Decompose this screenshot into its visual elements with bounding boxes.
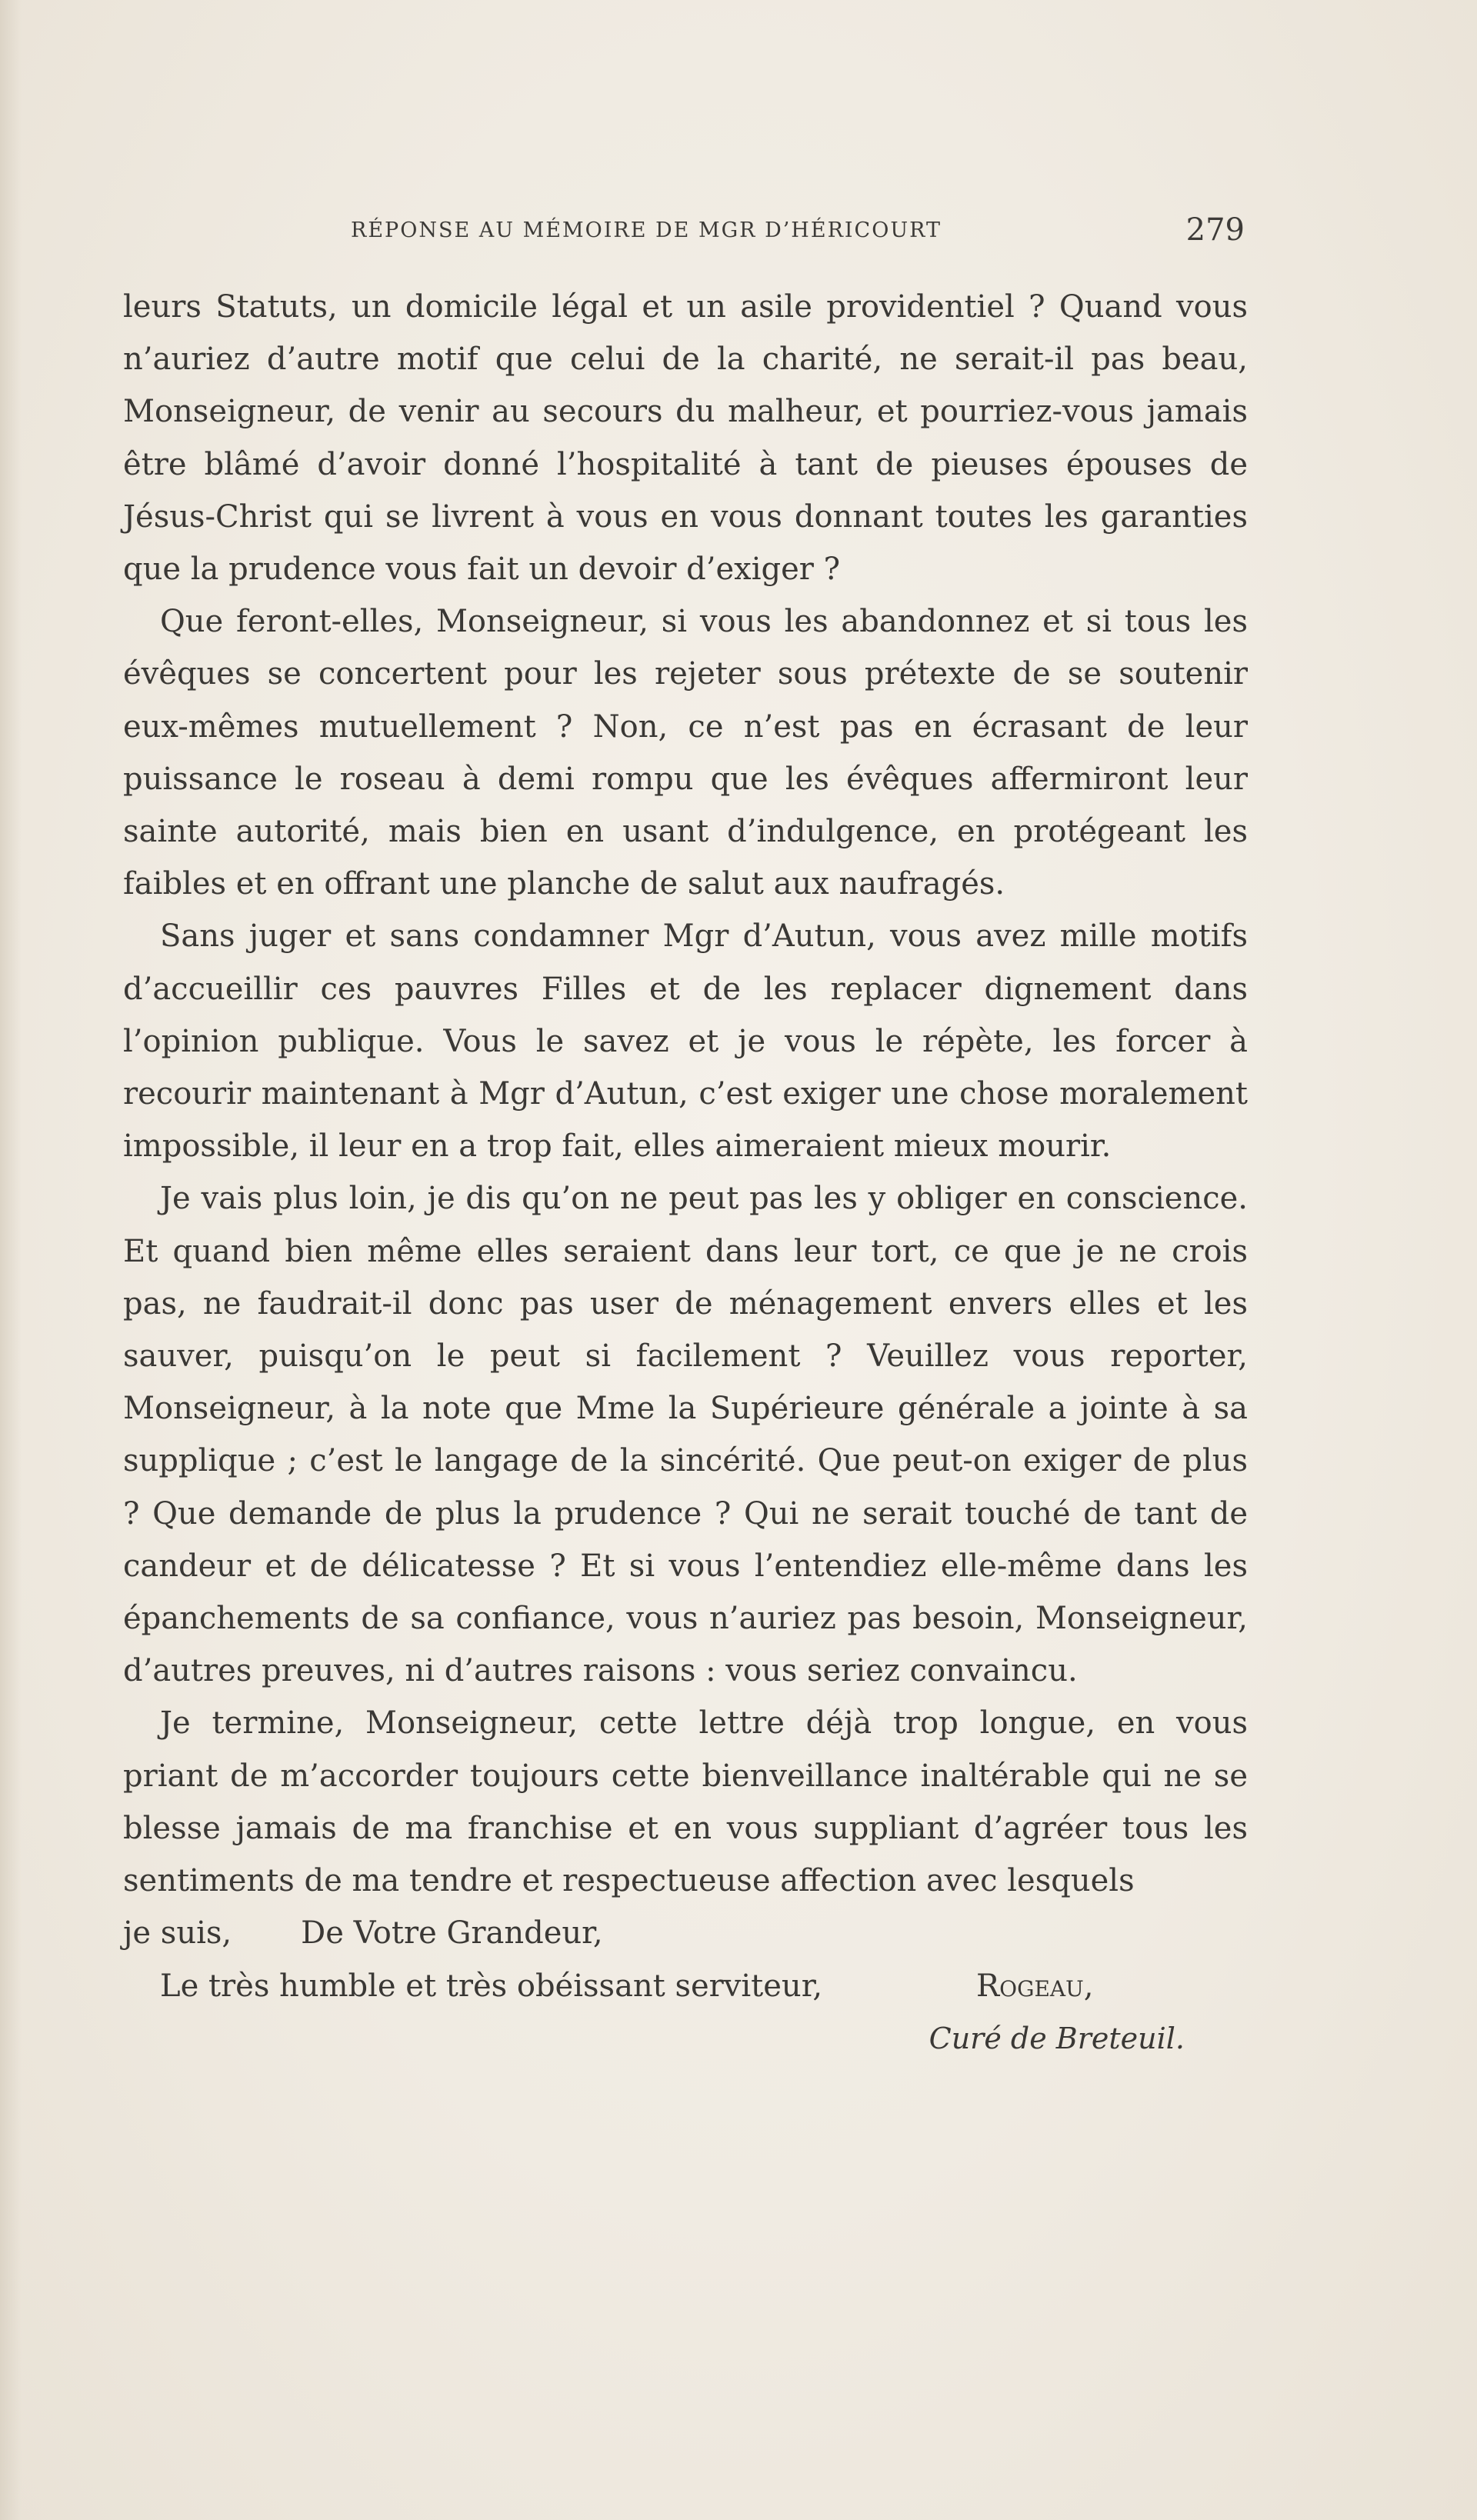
page-header: [123, 212, 1245, 257]
signature-line: [123, 1960, 1248, 2012]
running-head: RÉPONSE AU MÉMOIRE DE MGR D’HÉRICOURT: [351, 218, 942, 242]
page-gutter-shadow: [0, 0, 22, 2520]
signature-title: Curé de Breteuil.: [929, 2021, 1185, 2055]
paragraph-2: Que feront-elles, Monseigneur, si vous les abandonnez et si tous les évêques se concertent pour les rejeter sous prétexte de se soutenir eux-mêmes mutuellement ? Non, ce n’est pas en écrasant de leur puissance le roseau à demi rompu que les évêques affermiront leur sainte autorité, mais bien en usant d’indulgence, en protégeant les faibles et en offrant une planche de salut aux naufragés.: [123, 604, 1248, 902]
page-number: 279: [1185, 212, 1245, 248]
paragraph-1: leurs Statuts, un domicile légal et un asile providentiel ? Quand vous n’auriez d’autre motif que celui de la charité, ne serait-il pas beau, Monseigneur, de venir au secours du malheur, et pourriez-vous jamais être blâmé d’avoir donné l’hospitalité à tant de pieuses épouses de Jésus-Christ qui se livrent à vous en vous donnant toutes les garanties que la prudence vous fait un devoir d’exiger ?: [123, 289, 1248, 588]
closing-end: De Votre Grandeur,: [301, 1915, 603, 1952]
paragraph-5: Je termine, Monseigneur, cette lettre déjà trop longue, en vous priant de m’accorder toujours cette bienveillance inaltérable qui ne se blesse jamais de ma franchise et en vous suppliant d’agréer tous les sentiments de ma tendre et respectueuse affection avec lesquels: [123, 1705, 1248, 1899]
closing-line: [123, 1907, 1248, 1959]
signature-name: Rogeau,: [976, 1968, 1094, 2004]
signature-formula: Le très humble et très obéissant serviteur,: [160, 1968, 823, 2004]
paragraph-3: Sans juger et sans condamner Mgr d’Autun, vous avez mille motifs d’accueillir ces pauvres Filles et de les replacer dignement dans l’opinion publique. Vous le savez et je vous le répète, les forcer à recourir maintenant à Mgr d’Autun, c’est exiger une chose moralement impossible, il leur en a trop fait, elles aimeraient mieux mourir.: [123, 918, 1248, 1165]
paragraph-4: Je vais plus loin, je dis qu’on ne peut pas les y obliger en conscience. Et quand bien même elles seraient dans leur tort, ce que je ne crois pas, ne faudrait-il donc pas user de ménagement envers elles et les sauver, puisqu’on le peut si facilement ? Veuillez vous reporter, Monseigneur, à la note que Mme la Supérieure générale a jointe à sa supplique ; c’est le langage de la sincérité. Que peut-on exiger de plus ? Que demande de plus la prudence ? Qui ne serait touché de tant de candeur et de délicatesse ? Et si vous l’entendiez elle-même dans les épanchements de sa confiance, vous n’auriez pas besoin, Monseigneur, d’autres preuves, ni d’autres raisons : vous seriez convaincu.: [123, 1181, 1248, 1689]
closing-start: je suis,: [123, 1915, 232, 1952]
body-text: [123, 281, 1248, 2065]
